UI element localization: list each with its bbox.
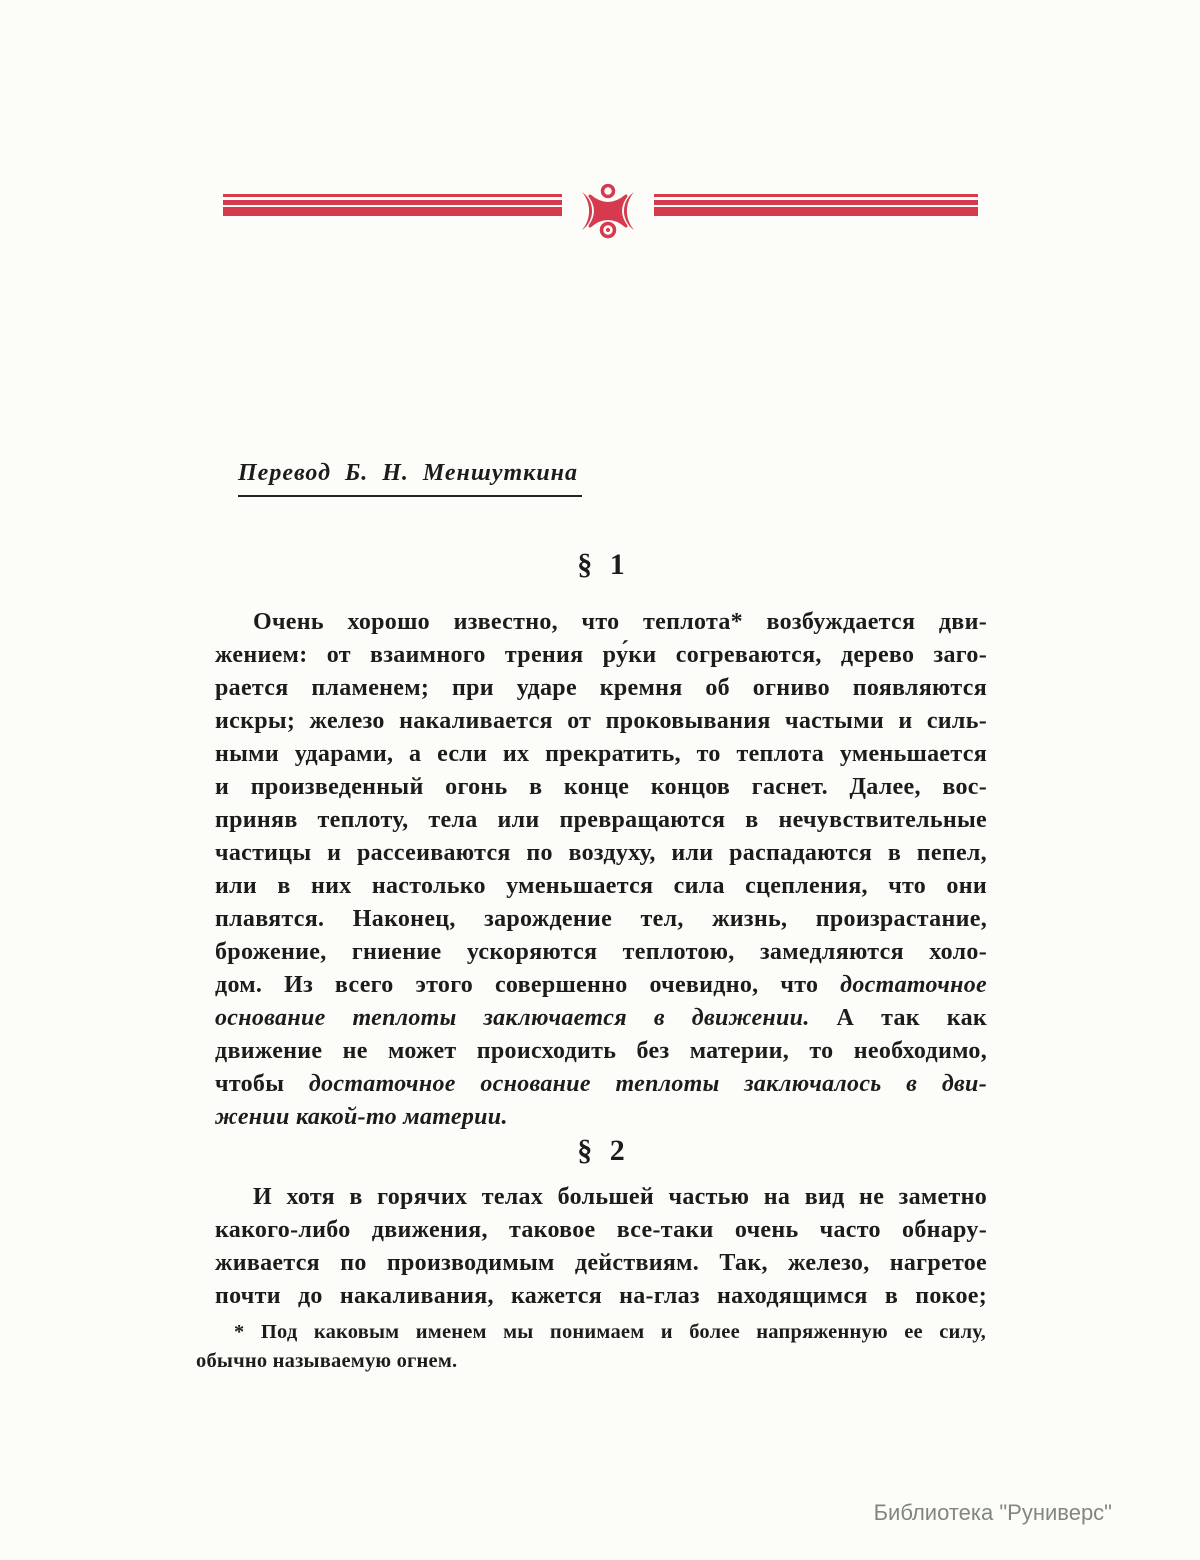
text-line: жении какой-то материи. [215, 1104, 508, 1130]
text-line: жением: от взаимного трения ру́ки согреваются, дерево заго- [215, 642, 987, 668]
text-line: какого-либо движения, таковое все-таки очень часто обнару- [215, 1217, 987, 1243]
text-line: дом. Из всего этого совершенно очевидно, что достаточное [215, 972, 987, 998]
text-line: ными ударами, а если их прекратить, то теплота уменьшается [215, 741, 987, 767]
section-2-heading: § 2 [577, 1134, 625, 1167]
rule-center-ornament-icon [548, 184, 668, 242]
text-line: * Под каковым именем мы понимаем и более напряженную ее силу, [234, 1321, 986, 1343]
text-line: Очень хорошо известно, что теплота* возбуждается дви- [253, 609, 987, 635]
footnote [196, 1318, 986, 1376]
section-1-heading: § 1 [577, 548, 625, 581]
text-line: частицы и рассеиваются по воздуху, или распадаются в пепел, [215, 840, 987, 866]
text-line: основание теплоты заключается в движении. А так как [215, 1005, 987, 1031]
section-2-paragraph [215, 1181, 987, 1313]
text-line: почти до накаливания, кажется на-глаз находящимся в покое; [215, 1283, 987, 1309]
text-line: живается по производимым действиям. Так, железо, нагретое [215, 1250, 987, 1276]
text-line: движение не может происходить без материи, то необходимо, [215, 1038, 987, 1064]
translator-credit-text: Перевод Б. Н. Меншуткина [238, 460, 582, 497]
text-line: приняв теплоту, тела или превращаются в нечувствительные [215, 807, 987, 833]
decorative-rule [223, 194, 978, 246]
text-line: или в них настолько уменьшается сила сцепления, что они [215, 873, 987, 899]
text-line: И хотя в горячих телах большей частью на вид не заметно [253, 1184, 987, 1210]
text-line: брожение, гниение ускоряются теплотою, замедляются холо- [215, 939, 987, 965]
text-line: чтобы достаточное основание теплоты заключалось в дви- [215, 1071, 987, 1097]
section-1-paragraph [215, 606, 987, 1134]
library-watermark: Библиотека "Руниверс" [873, 1500, 1112, 1525]
text-line: плавятся. Наконец, зарождение тел, жизнь, произрастание, [215, 906, 987, 932]
text-line: и произведенный огонь в конце концов гаснет. Далее, вос- [215, 774, 987, 800]
text-line: обычно называемую огнем. [196, 1350, 458, 1372]
translator-credit [238, 460, 582, 497]
text-line: рается пламенем; при ударе кремня об огниво появляются [215, 675, 987, 701]
text-line: искры; железо накаливается от проковывания частыми и силь- [215, 708, 987, 734]
